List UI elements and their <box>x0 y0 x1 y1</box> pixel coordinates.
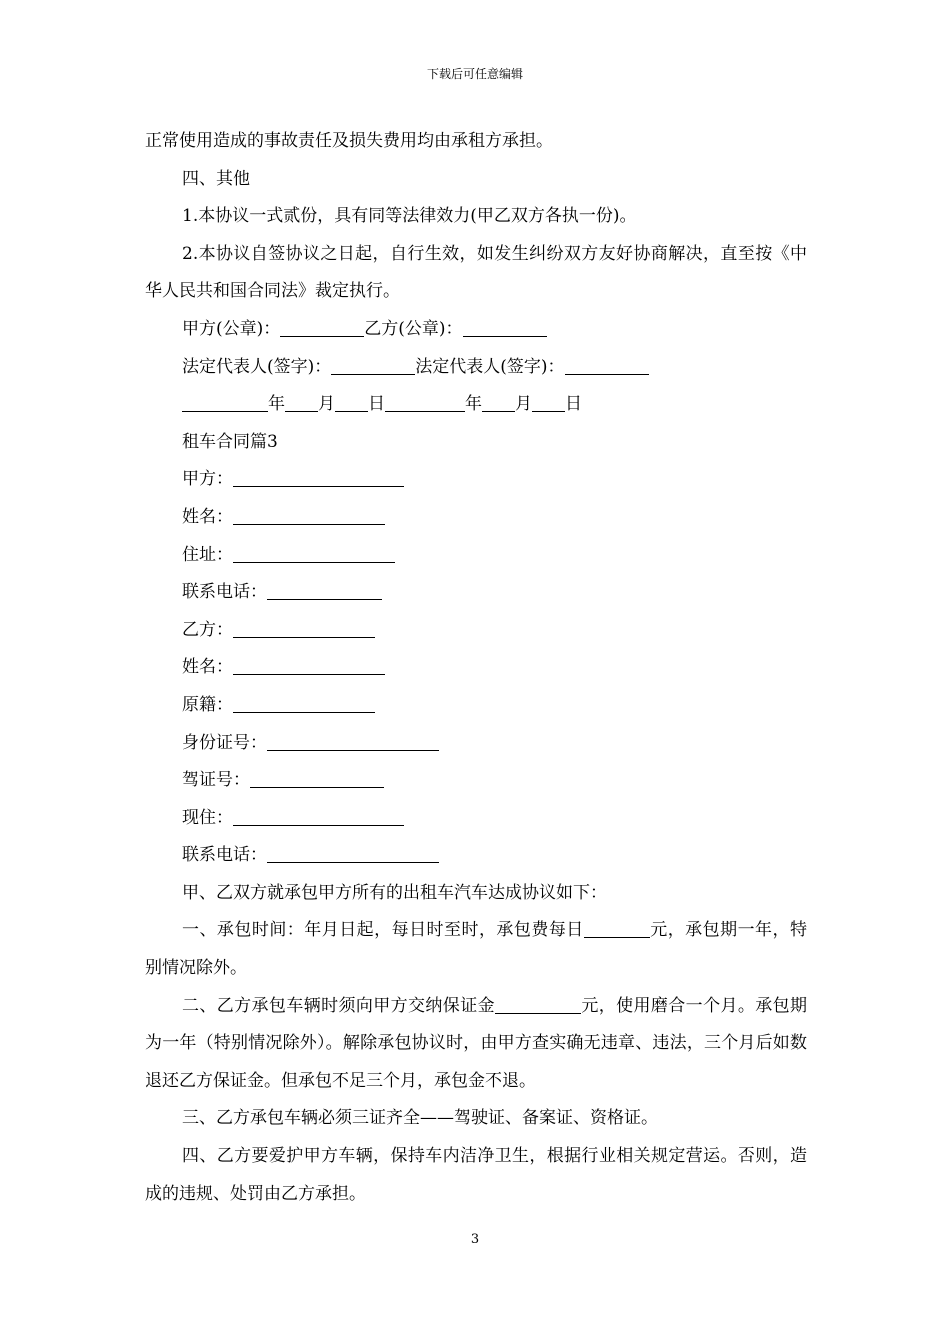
field-label: 住址： <box>182 544 233 565</box>
agreement-intro: 甲、乙双方就承包甲方所有的出租车汽车达成协议如下： <box>182 882 607 903</box>
party-b-seal-blank[interactable] <box>463 318 547 337</box>
date-line <box>145 386 807 424</box>
day-blank-a[interactable] <box>335 393 368 412</box>
clause-4: 四、乙方要爱护甲方车辆，保持车内洁净卫生，根据行业相关规定营运。否则，造成的违规、处罚由乙方承担。 <box>145 1146 807 1204</box>
license-blank[interactable] <box>250 769 384 788</box>
year-blank-a[interactable] <box>182 393 268 412</box>
month-label: 月 <box>318 394 335 415</box>
field-name-a <box>145 499 807 537</box>
clause-text: 元，承包期一年，特别情况除外。 <box>145 920 807 979</box>
signature-rep-line <box>145 349 807 387</box>
deposit-blank[interactable] <box>495 995 581 1014</box>
page-number: 3 <box>470 1232 480 1247</box>
party-b-rep-label: 法定代表人(签字)： <box>415 356 565 377</box>
clause-1 <box>145 912 807 987</box>
field-phone-b <box>145 837 807 875</box>
field-party-a <box>145 461 807 499</box>
field-label: 姓名： <box>182 657 233 678</box>
party-b-seal-label: 乙方(公章)： <box>364 318 463 339</box>
party-a-rep-blank[interactable] <box>331 356 415 375</box>
year-label: 年 <box>465 394 482 415</box>
clause-text: 一、承包时间：年月日起，每日时至时，承包费每日 <box>182 920 584 941</box>
month-blank-a[interactable] <box>285 393 318 412</box>
field-label: 联系电话： <box>182 845 267 866</box>
month-label: 月 <box>515 394 532 415</box>
day-blank-b[interactable] <box>532 393 565 412</box>
page-header: 下载后可任意编辑 <box>426 67 523 81</box>
contract-title: 租车合同篇3 <box>182 431 278 452</box>
clause-effective: 2.本协议自签协议之日起，自行生效，如发生纠纷双方友好协商解决，直至按《中华人民共和国合同法》裁定执行。 <box>145 243 807 302</box>
name-a-blank[interactable] <box>233 506 385 525</box>
field-address <box>145 537 807 575</box>
field-party-b <box>145 612 807 650</box>
clause-copies: 1.本协议一式贰份，具有同等法律效力(甲乙双方各执一份)。 <box>182 206 637 227</box>
field-label: 驾证号： <box>182 770 250 791</box>
daily-fee-blank[interactable] <box>584 919 650 938</box>
party-b-rep-blank[interactable] <box>565 356 649 375</box>
signature-seal-line <box>145 311 807 349</box>
year-label: 年 <box>268 394 285 415</box>
document-body <box>145 123 807 1213</box>
field-name-b <box>145 649 807 687</box>
name-b-blank[interactable] <box>233 656 385 675</box>
day-label: 日 <box>565 394 582 415</box>
address-blank[interactable] <box>233 544 395 563</box>
clause-text: 元，使用磨合一个月。承包期为一年（特别情况除外）。解除承包协议时，由甲方查实确无违章、违法，三个月后如数退还乙方保证金。但承包不足三个月，承包金不退。 <box>145 995 808 1091</box>
phone-b-blank[interactable] <box>267 844 439 863</box>
field-label: 身份证号： <box>182 732 267 753</box>
month-blank-b[interactable] <box>482 393 515 412</box>
field-label: 甲方： <box>182 469 233 490</box>
current-address-blank[interactable] <box>233 807 404 826</box>
field-license <box>145 762 807 800</box>
field-label: 姓名： <box>182 506 233 527</box>
party-a-rep-label: 法定代表人(签字)： <box>182 356 332 377</box>
section-heading-other: 四、其他 <box>182 168 250 189</box>
paragraph-liability: 正常使用造成的事故责任及损失费用均由承租方承担。 <box>145 131 553 151</box>
party-a-seal-label: 甲方(公章)： <box>182 318 281 339</box>
origin-blank[interactable] <box>233 694 375 713</box>
field-label: 原籍： <box>182 694 233 715</box>
party-b-blank[interactable] <box>233 619 375 638</box>
clause-3: 三、乙方承包车辆必须三证齐全——驾驶证、备案证、资格证。 <box>182 1108 658 1129</box>
clause-2 <box>145 988 807 1101</box>
year-blank-b[interactable] <box>385 393 465 412</box>
party-a-blank[interactable] <box>233 468 404 487</box>
day-label: 日 <box>368 394 385 415</box>
field-label: 乙方： <box>182 619 233 640</box>
field-id-number <box>145 725 807 763</box>
phone-a-blank[interactable] <box>267 581 382 600</box>
field-label: 现住： <box>182 807 233 828</box>
field-origin <box>145 687 807 725</box>
field-label: 联系电话： <box>182 582 267 603</box>
field-phone-a <box>145 574 807 612</box>
field-current-address <box>145 800 807 838</box>
id-number-blank[interactable] <box>267 732 439 751</box>
clause-text: 二、乙方承包车辆时须向甲方交纳保证金 <box>182 995 495 1016</box>
party-a-seal-blank[interactable] <box>280 318 364 337</box>
